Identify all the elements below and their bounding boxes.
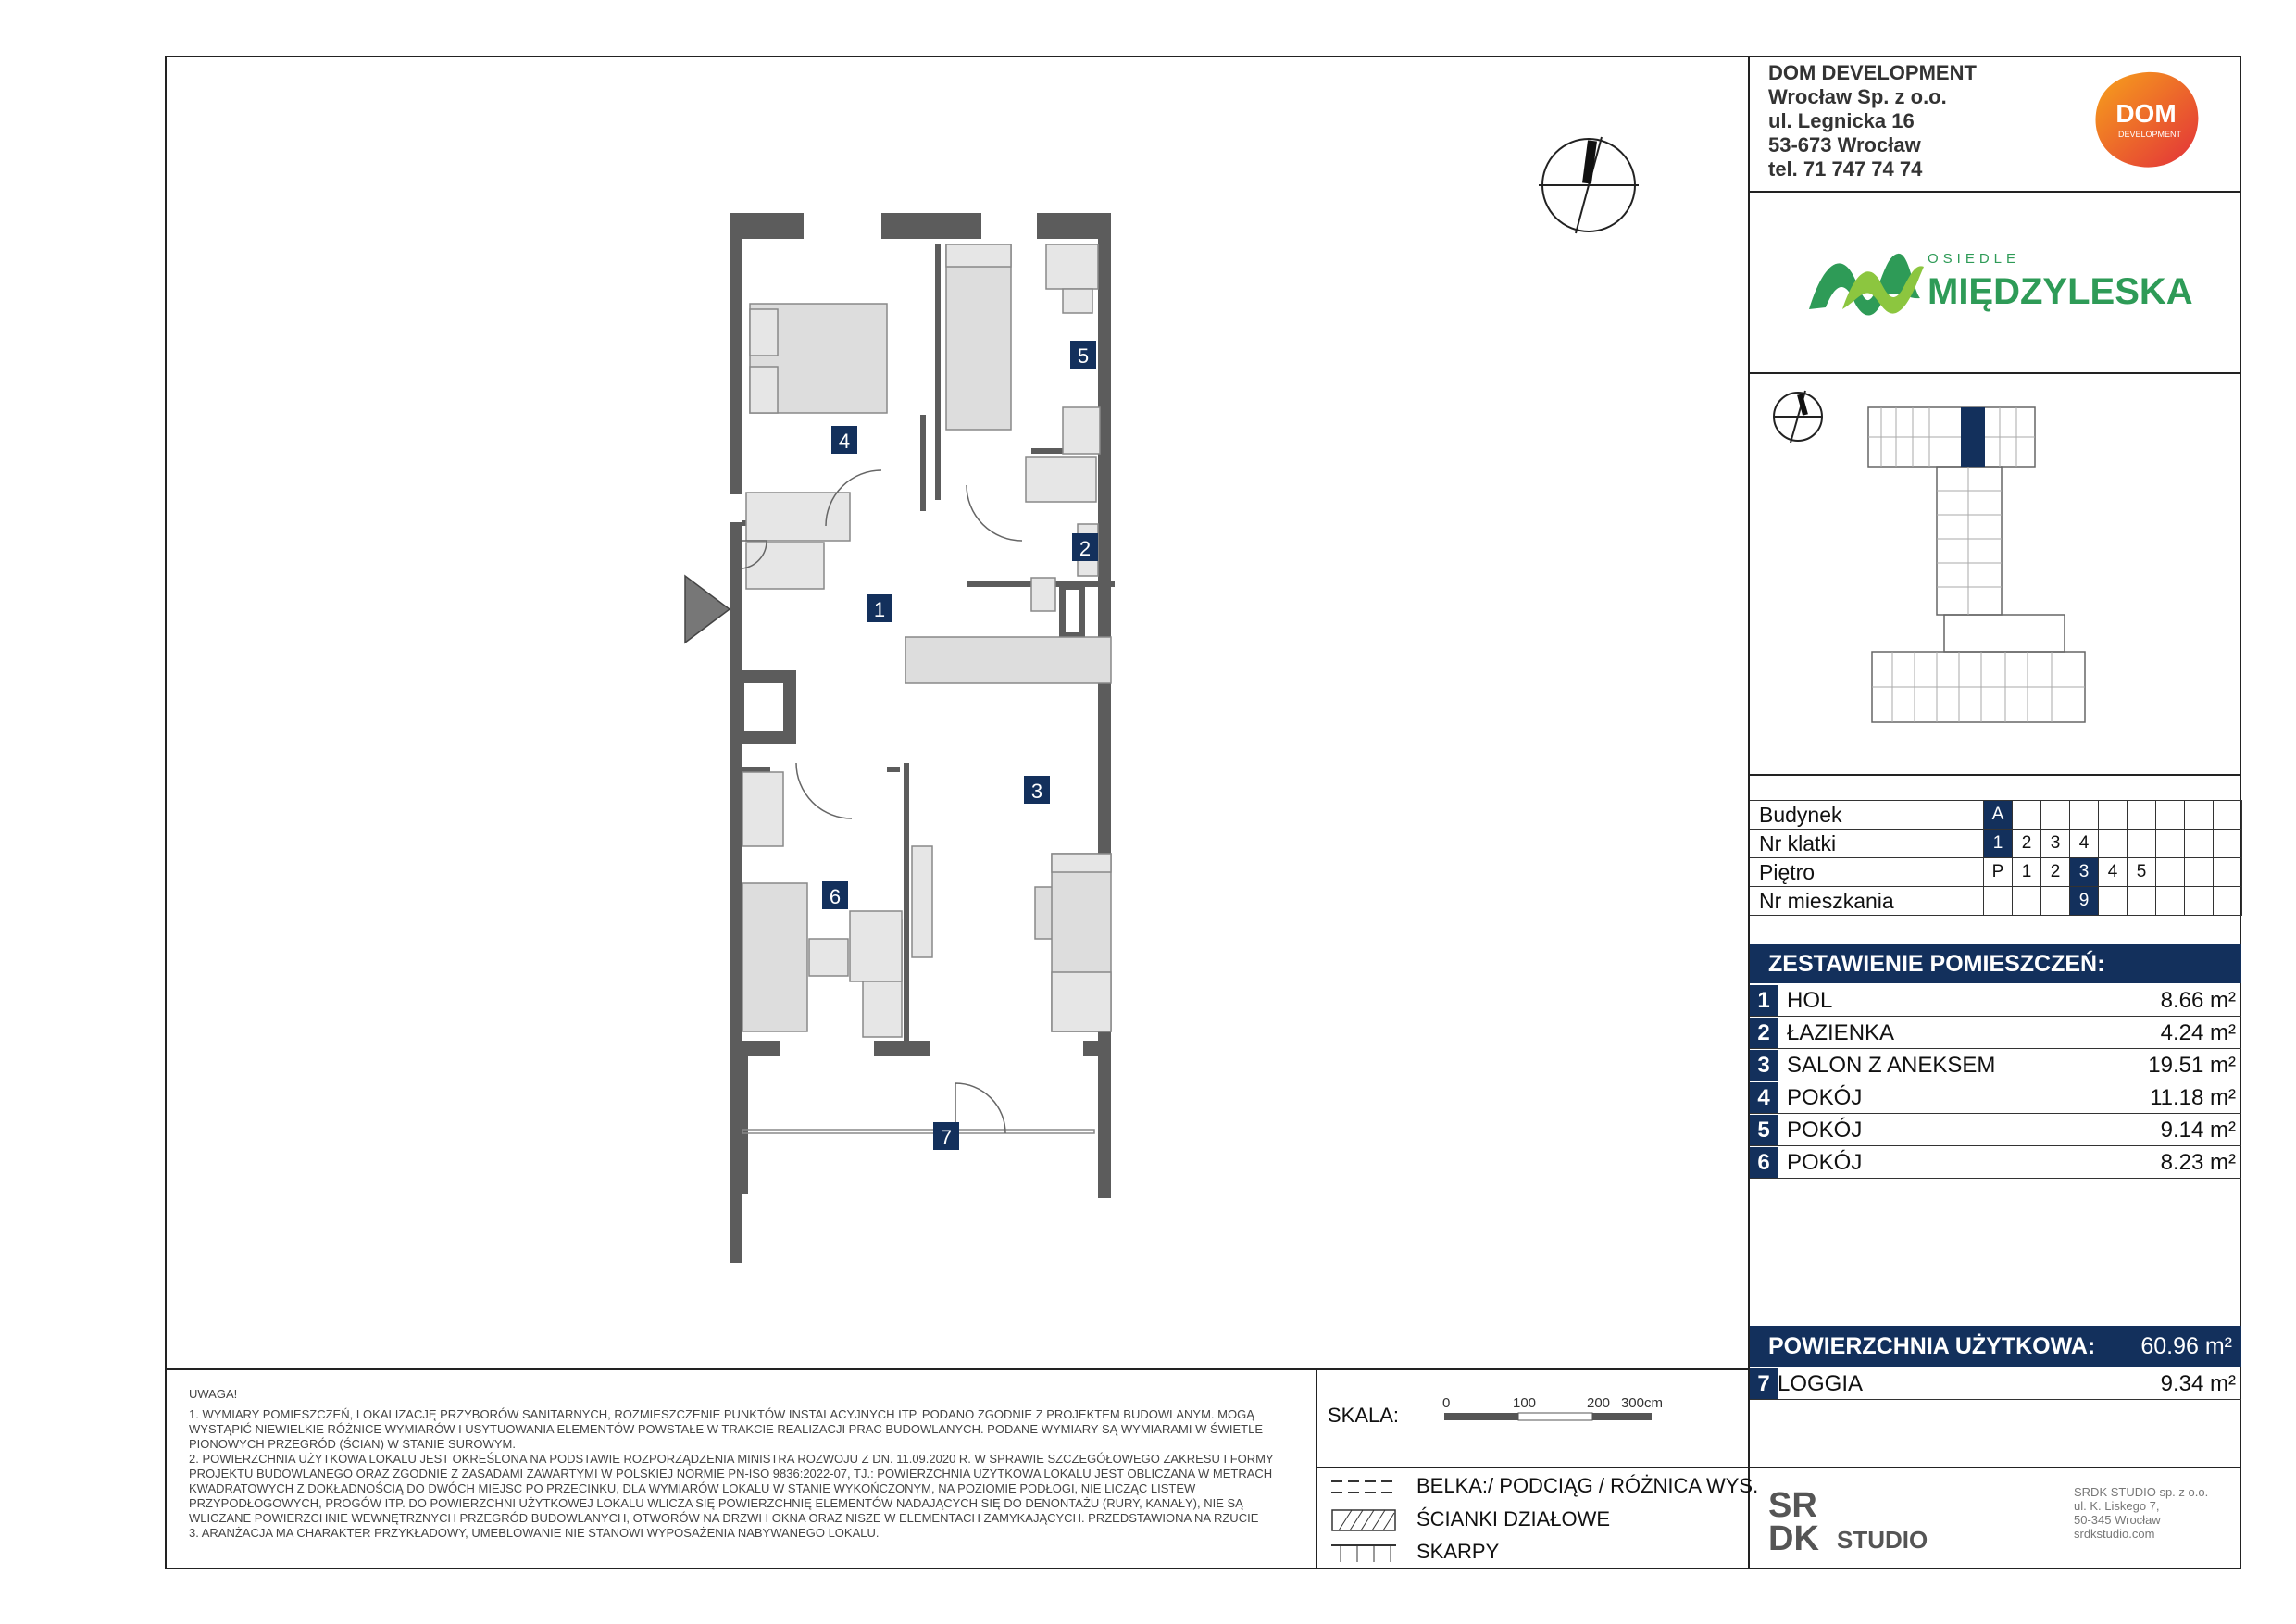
row-floor	[1750, 858, 2242, 887]
srdk-logo-text: DK	[1768, 1519, 1819, 1558]
scale-tick: 100	[1513, 1395, 1537, 1411]
room-name: HOL	[1787, 988, 1833, 1013]
cell	[2156, 887, 2185, 916]
location-table	[1750, 800, 2242, 916]
note-line: 1. WYMIARY POMIESZCZEŃ, LOKALIZACJĘ PRZYBORÓW SANITARNYCH, ROZMIESZCZENIE PUNKTÓW INSTALACYJNYCH ITP. PODANO ZGODNIE Z PROJEKTEM BUDOWLANYM. MOGĄ	[189, 1407, 1254, 1421]
cell	[2128, 801, 2156, 830]
cell	[2099, 830, 2128, 858]
right-sep-1	[1748, 191, 2241, 193]
row-label: Nr mieszkania	[1750, 887, 1984, 916]
cell	[2128, 887, 2156, 916]
cell: 2	[2041, 858, 2070, 887]
loggia-row	[1750, 1368, 2241, 1400]
row-building	[1750, 801, 2242, 830]
cell	[2070, 801, 2099, 830]
note-line: 3. ARANŻACJA MA CHARAKTER PRZYKŁADOWY, UMEBLOWANIE NIE STANOWI WYPOSAŻENIA NABYWANEGO LOKALU.	[189, 1526, 880, 1540]
usable-area-value: 60.96 m²	[2140, 1333, 2232, 1359]
room-area: 8.66 m²	[2160, 988, 2236, 1013]
footer-divider	[165, 1368, 1750, 1370]
room-row	[1750, 985, 2241, 1017]
cell	[2185, 830, 2214, 858]
room-row	[1750, 1018, 2241, 1049]
room-number: 1	[1750, 985, 1778, 1016]
scale-tick: 0	[1442, 1395, 1451, 1411]
room-number: 2	[1750, 1018, 1778, 1048]
legend-text: ŚCIANKI DZIAŁOWE	[1416, 1507, 1611, 1530]
scale-divider	[1316, 1368, 1317, 1569]
room-label: 5	[1077, 344, 1090, 368]
room-label: 1	[873, 598, 886, 621]
cell: 2	[2013, 830, 2041, 858]
cell	[2214, 801, 2242, 830]
logo-subtext: DEVELOPMENT	[2117, 130, 2182, 139]
room-name: SALON Z ANEKSEM	[1787, 1053, 1996, 1078]
legend-skarpy	[1331, 1540, 1748, 1568]
room-label: 7	[940, 1126, 953, 1149]
room-number: 7	[1750, 1368, 1778, 1399]
cell	[2041, 887, 2070, 916]
room-number: 4	[1750, 1082, 1778, 1113]
cell	[2041, 801, 2070, 830]
cell	[2013, 887, 2041, 916]
srdk-logo-word: STUDIO	[1837, 1526, 1928, 1554]
rooms-heading: ZESTAWIENIE POMIESZCZEŃ:	[1750, 944, 2241, 983]
room-name: POKÓJ	[1787, 1150, 1863, 1175]
room-area: 9.34 m²	[2160, 1371, 2236, 1396]
room-area: 11.18 m²	[2150, 1085, 2236, 1110]
company-line: Wrocław Sp. z o.o.	[1768, 85, 1947, 108]
srdk-line: SRDK STUDIO sp. z o.o.	[2074, 1485, 2209, 1499]
scale-label: SKALA:	[1328, 1404, 1400, 1427]
room-label: 4	[838, 430, 851, 453]
srdk-line: ul. K. Liskego 7,	[2074, 1499, 2160, 1513]
room-name: POKÓJ	[1787, 1085, 1863, 1110]
room-row	[1750, 1082, 2241, 1114]
notes-title: UWAGA!	[189, 1387, 238, 1401]
cell	[2156, 801, 2185, 830]
srdk-line: srdkstudio.com	[2074, 1527, 2155, 1541]
legend-text: SKARPY	[1416, 1540, 1500, 1563]
logo-text: DOM	[2115, 99, 2177, 128]
legend-text: BELKA:/ PODCIĄG / RÓŻNICA WYS.	[1416, 1474, 1759, 1497]
row-apartment-number	[1750, 887, 2242, 916]
floor-plan	[685, 207, 1204, 1244]
cell	[1984, 887, 2013, 916]
room-row	[1750, 1115, 2241, 1146]
room-number: 6	[1750, 1147, 1778, 1178]
company-line: 53-673 Wrocław	[1768, 133, 1921, 156]
room-number: 3	[1750, 1050, 1778, 1081]
cell	[2185, 801, 2214, 830]
company-address	[1768, 61, 1977, 181]
cell-selected: A	[1984, 801, 2013, 830]
room-area: 8.23 m²	[2160, 1150, 2236, 1175]
hatch-icon	[1331, 1509, 1396, 1531]
room-area: 9.14 m²	[2160, 1118, 2236, 1143]
north-compass-icon	[1533, 137, 1644, 239]
row-staircase	[1750, 830, 2242, 858]
room-area: 4.24 m²	[2160, 1020, 2236, 1045]
room-name: ŁAZIENKA	[1787, 1020, 1895, 1045]
cell-selected: 3	[2070, 858, 2099, 887]
estate-name: MIĘDZYLESKA	[1928, 271, 2193, 312]
cell	[2156, 830, 2185, 858]
srdk-logo	[1766, 1485, 1970, 1558]
skarpy-icon	[1331, 1542, 1396, 1564]
legend-beam	[1331, 1474, 1759, 1502]
scale-tick: 200	[1587, 1395, 1611, 1411]
cell	[2099, 801, 2128, 830]
dom-development-logo	[2089, 67, 2205, 174]
osiedle-logo	[1805, 243, 2194, 326]
cell: 1	[2013, 858, 2041, 887]
cell: P	[1984, 858, 2013, 887]
srdk-logo-text: SR	[1768, 1486, 1817, 1525]
company-line: ul. Legnicka 16	[1768, 109, 1915, 132]
note-line: WYSTĄPIĆ NIEWIELKIE RÓŻNICE WYMIARÓW I USYTUOWANIA ELEMENTÓW POWSTAŁE W TRAKCIE REALIZACJI PRAC BUDOWLANYCH. PODANE WYMIARY SĄ WYMIARAMI W ŚWIETLE	[189, 1422, 1264, 1436]
company-phone: tel. 71 747 74 74	[1768, 157, 1923, 181]
keyplan-selected-unit	[1961, 407, 1985, 467]
estate-small-text: OSIEDLE	[1928, 251, 2021, 267]
room-area: 19.51 m²	[2148, 1053, 2236, 1078]
usable-area-bar	[1750, 1326, 2241, 1367]
entrance-arrow-icon	[685, 576, 730, 643]
room-label: 2	[1079, 537, 1092, 560]
cell	[2185, 887, 2214, 916]
cell	[2156, 858, 2185, 887]
usable-area-label: POWIERZCHNIA UŻYTKOWA:	[1768, 1333, 2096, 1359]
cell: 4	[2099, 858, 2128, 887]
srdk-line: 50-345 Wrocław	[2074, 1513, 2161, 1527]
room-label: 3	[1030, 780, 1043, 803]
cell	[2013, 801, 2041, 830]
cell: 5	[2128, 858, 2156, 887]
room-row	[1750, 1147, 2241, 1179]
company-name: DOM DEVELOPMENT	[1768, 61, 1977, 84]
row-label: Budynek	[1750, 801, 1984, 830]
cell	[2185, 858, 2214, 887]
notes-block	[189, 1387, 1300, 1541]
cell	[2128, 830, 2156, 858]
note-line: WLICZANE POWIERZCHNIE WEWNĘTRZNYCH PRZEGRÓD BUDOWLANYCH, OTWORÓW NA DRZWI I OKNA ORAZ NISZE W ELEMENTACH ZAMYKAJĄCYCH. PRZEDSTAWIONA NA RZUCIE	[189, 1511, 1259, 1525]
note-line: PROJEKTU BUDOWLANEGO ORAZ ZGODNIE Z ZASADAMI ZAWARTYMI W POLSKIEJ NORMIE PN-ISO 9836:2022-07, TJ.: POWIERZCHNIA UŻYTKOWA LOKALU JEST OBLICZANA W METRACH	[189, 1467, 1273, 1480]
keyplan-compass-icon	[1774, 391, 1822, 443]
right-sep-4	[1748, 1467, 2241, 1468]
room-row	[1750, 1050, 2241, 1081]
room-name: POKÓJ	[1787, 1118, 1863, 1143]
right-sep-2	[1748, 372, 2241, 374]
scale-bar	[1435, 1391, 1663, 1428]
room-label: 6	[829, 885, 842, 908]
legend-divider	[1316, 1467, 1750, 1468]
cell-selected: 9	[2070, 887, 2099, 916]
dashed-line-icon	[1331, 1476, 1396, 1498]
right-sep-3	[1748, 774, 2241, 776]
room-number: 5	[1750, 1115, 1778, 1145]
row-label: Piętro	[1750, 858, 1984, 887]
cell: 3	[2041, 830, 2070, 858]
cell-selected: 1	[1984, 830, 2013, 858]
cell	[2214, 887, 2242, 916]
note-line: KWADRATOWYCH Z DOKŁADNOŚCIĄ DO DWÓCH MIEJSC PO PRZECINKU, DLA WYMIARÓW LOKALU W STANIE WYKOŃCZONYM, NA POZIOMIE PODŁOGI, NIE LICZĄC LISTEW	[189, 1481, 1196, 1495]
note-line: PRZYPODŁOGOWYCH, PROGÓW ITP. DO POWIERZCHNI UŻYTKOWEJ LOKALU WLICZA SIĘ POWIERZCHNIĘ ELEMENTÓW NADAJĄCYCH SIĘ DO DENONTAŻU (RURY, KANAŁY), NIE SĄ	[189, 1496, 1243, 1510]
room-name: LOGGIA	[1778, 1371, 1864, 1396]
row-label: Nr klatki	[1750, 830, 1984, 858]
srdk-address	[2074, 1485, 2208, 1541]
note-line: PIONOWYCH PRZEGRÓD (ŚCIAN) W STANIE SUROWYM.	[189, 1437, 516, 1451]
cell	[2214, 858, 2242, 887]
cell: 4	[2070, 830, 2099, 858]
legend-partitions	[1331, 1507, 1748, 1535]
note-line: 2. POWIERZCHNIA UŻYTKOWA LOKALU JEST OKREŚLONA NA PODSTAWIE ROZPORZĄDZENIA MINISTRA ROZWOJU Z DN. 11.09.2020 R. W SPRAWIE SZCZEGÓŁOWEGO ZAKRESU I FORMY	[189, 1452, 1274, 1466]
scale-tick: 300cm	[1620, 1395, 1663, 1411]
key-plan	[1778, 389, 2194, 759]
cell	[2214, 830, 2242, 858]
cell	[2099, 887, 2128, 916]
